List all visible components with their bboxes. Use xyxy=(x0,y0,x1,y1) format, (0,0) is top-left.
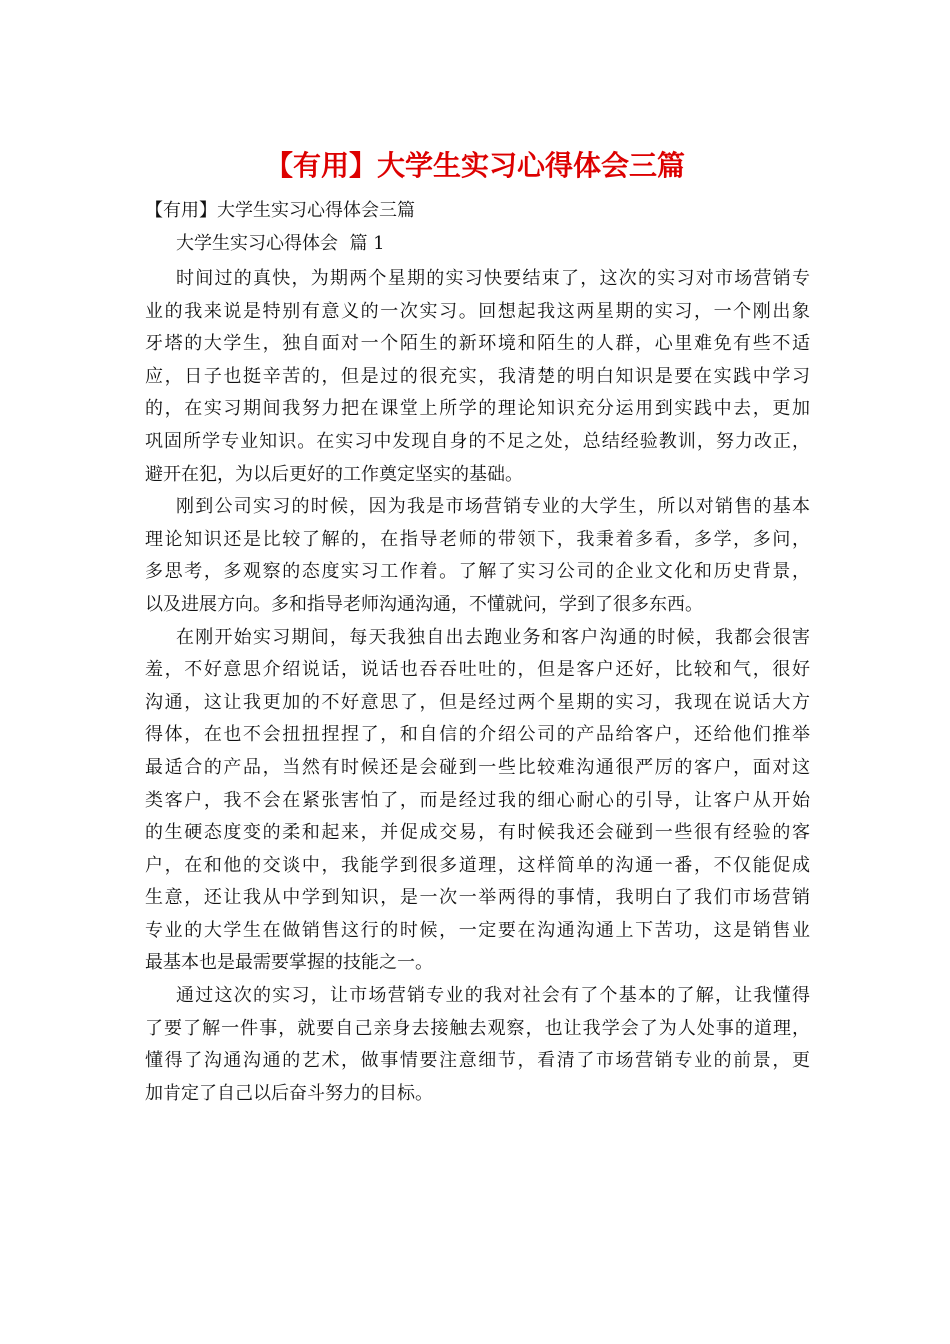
paragraph-line: 得体，在也不会扭扭捏捏了，和自信的介绍公司的产品给客户，还给他们推举 xyxy=(145,724,810,746)
paragraph-line: 在刚开始实习期间，每天我独自出去跑业务和客户沟通的时候，我都会很害 xyxy=(176,626,810,648)
paragraph-line: 理论知识还是比较了解的，在指导老师的带领下，我秉着多看，多学，多问， xyxy=(145,528,810,550)
document-subtitle: 【有用】大学生实习心得体会三篇 xyxy=(145,200,415,221)
paragraph-line: 专业的大学生在做销售这行的时候，一定要在沟通沟通上下苦功，这是销售业 xyxy=(145,919,810,941)
paragraph-line: 刚到公司实习的时候，因为我是市场营销专业的大学生，所以对销售的基本 xyxy=(176,496,810,518)
paragraph-line: 巩固所学专业知识。在实习中发现自身的不足之处，总结经验教训，努力改正， xyxy=(145,430,810,452)
paragraph-line: 应，日子也挺辛苦的，但是过的很充实，我清楚的明白知识是要在实践中学习 xyxy=(145,365,810,387)
body-paragraph xyxy=(145,980,810,1110)
body-paragraph xyxy=(145,263,810,491)
paragraph-line: 的生硬态度变的柔和起来，并促成交易，有时候我还会碰到一些很有经验的客 xyxy=(145,822,810,844)
section-heading: 大学生实习心得体会 篇 1 xyxy=(176,233,385,254)
paragraph-line: 时间过的真快，为期两个星期的实习快要结束了，这次的实习对市场营销专 xyxy=(176,268,810,289)
paragraph-line: 羞，不好意思介绍说话，说话也吞吞吐吐的，但是客户还好，比较和气，很好 xyxy=(145,659,810,681)
paragraph-line: 以及进展方向。多和指导老师沟通沟通，不懂就问，学到了很多东西。 xyxy=(145,593,703,615)
paragraph-line: 通过这次的实习，让市场营销专业的我对社会有了个基本的了解，让我懂得 xyxy=(176,985,810,1007)
body-paragraph xyxy=(145,491,810,621)
paragraph-line: 生意，还让我从中学到知识，是一次一举两得的事情，我明白了我们市场营销 xyxy=(145,887,810,909)
paragraph-line: 的，在实习期间我努力把在课堂上所学的理论知识充分运用到实践中去，更加 xyxy=(145,398,810,420)
paragraph-line: 了要了解一件事，就要自己亲身去接触去观察，也让我学会了为人处事的道理， xyxy=(145,1017,810,1039)
paragraph-line: 懂得了沟通沟通的艺术，做事情要注意细节，看清了市场营销专业的前景，更 xyxy=(145,1050,810,1072)
paragraph-line: 多思考，多观察的态度实习工作着。了解了实习公司的企业文化和历史背景， xyxy=(145,561,810,583)
paragraph-line: 户，在和他的交谈中，我能学到很多道理，这样简单的沟通一番，不仅能促成 xyxy=(145,854,810,876)
paragraph-line: 沟通，这让我更加的不好意思了，但是经过两个星期的实习，我现在说话大方 xyxy=(145,691,810,713)
document-title: 【有用】大学生实习心得体会三篇 xyxy=(264,149,685,182)
paragraph-line: 业的我来说是特别有意义的一次实习。回想起我这两星期的实习，一个刚出象 xyxy=(145,300,810,322)
paragraph-line: 加肯定了自己以后奋斗努力的目标。 xyxy=(145,1082,433,1104)
paragraph-line: 最适合的产品，当然有时候还是会碰到一些比较难沟通很严厉的客户，面对这 xyxy=(145,756,810,778)
paragraph-line: 牙塔的大学生，独自面对一个陌生的新环境和陌生的人群，心里难免有些不适 xyxy=(145,333,810,355)
paragraph-line: 最基本也是最需要掌握的技能之一。 xyxy=(145,952,433,974)
body-paragraph xyxy=(145,622,810,981)
paragraph-line: 类客户，我不会在紧张害怕了，而是经过我的细心耐心的引导，让客户从开始 xyxy=(145,789,810,811)
body-text xyxy=(145,263,810,1110)
paragraph-line: 避开在犯，为以后更好的工作奠定坚实的基础。 xyxy=(145,463,523,485)
